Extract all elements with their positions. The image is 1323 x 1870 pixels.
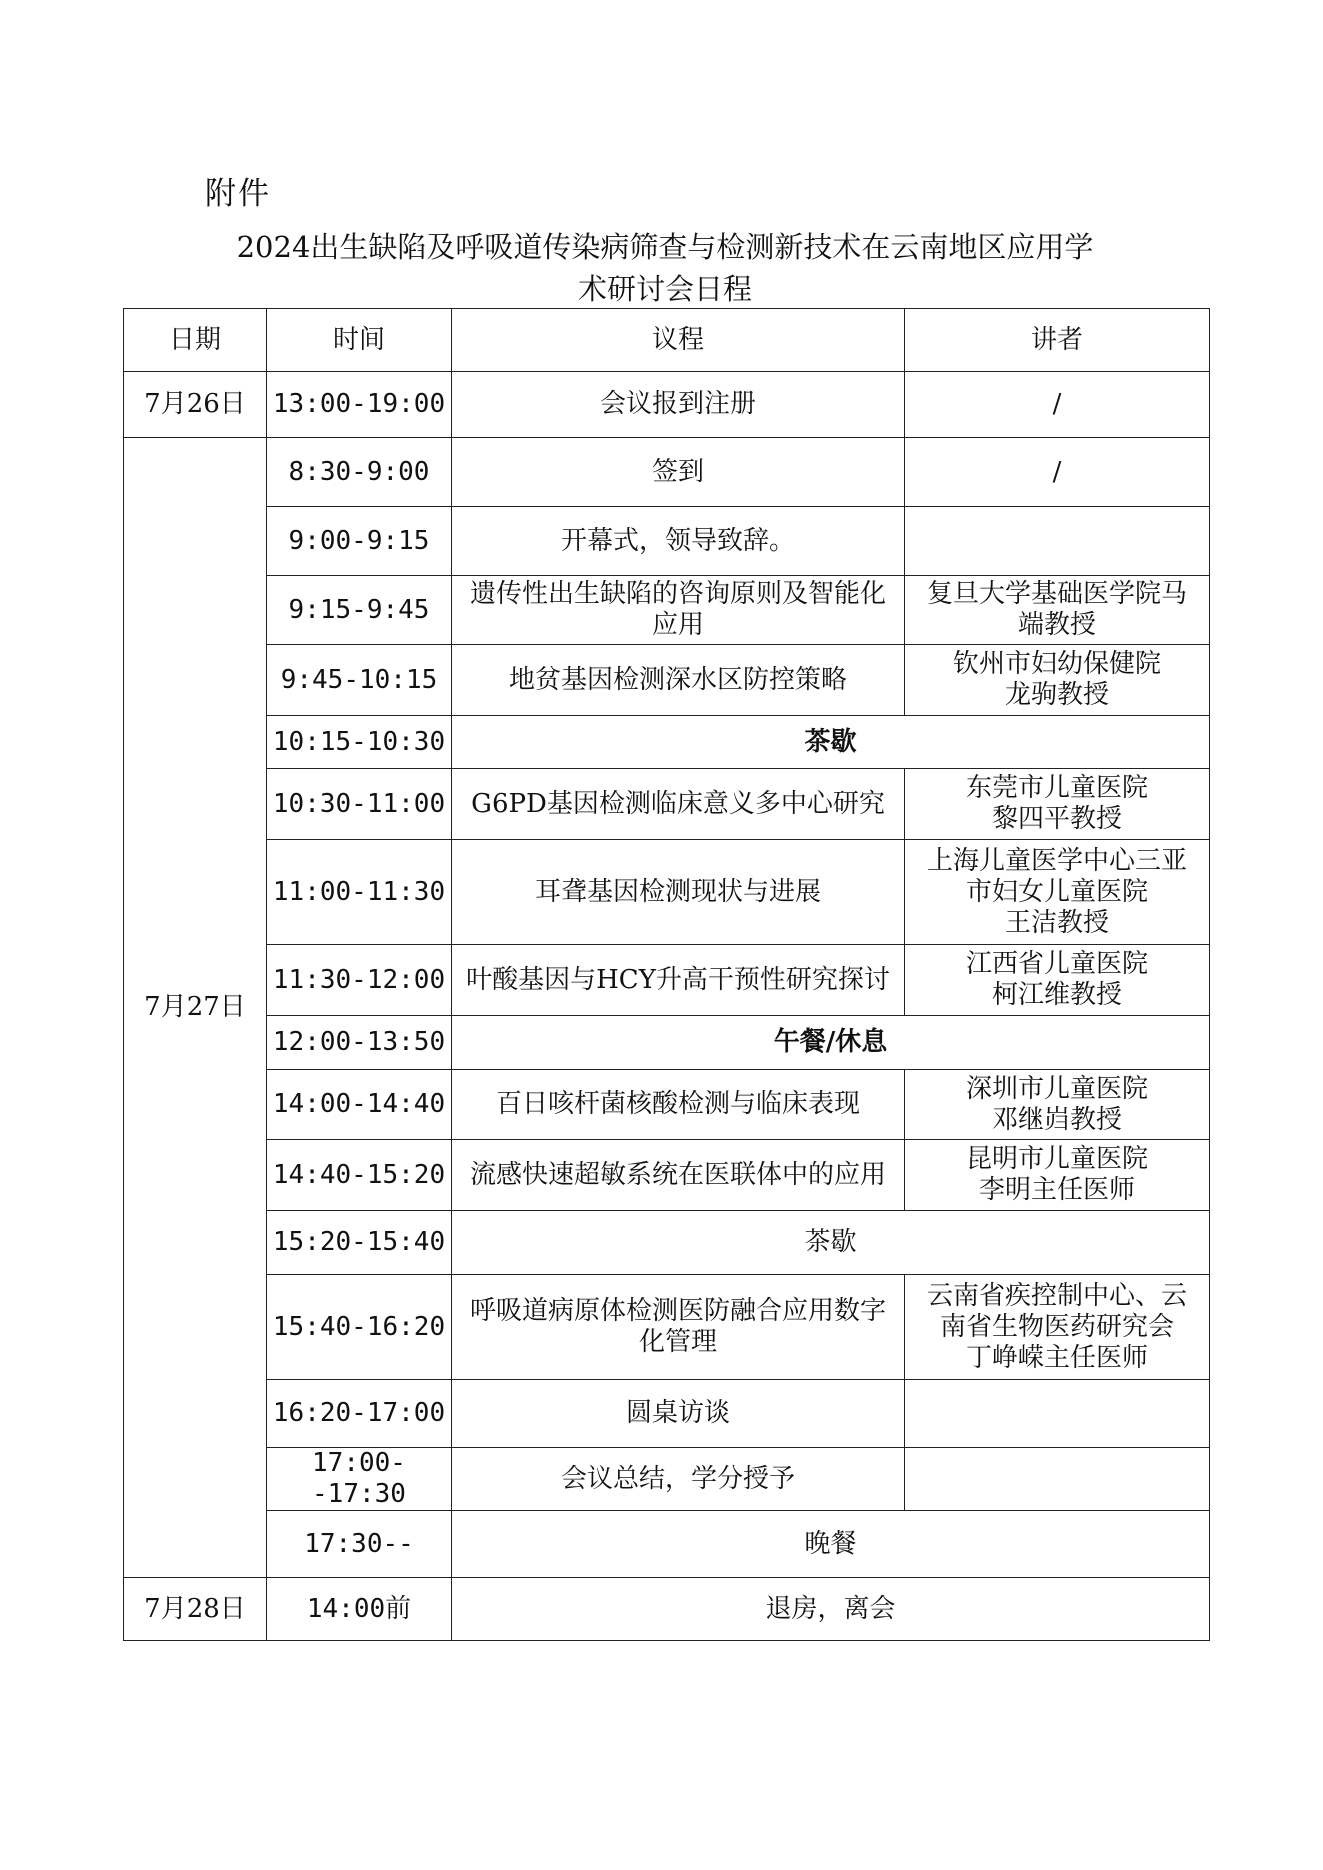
agenda-cell: 地贫基因检测深水区防控策略 [452,645,905,716]
time-cell: 15:40-16:20 [267,1275,452,1380]
speaker-line: 云南省疾控制中心、云 [926,1280,1187,1311]
date-cell: 7月27日 [124,438,267,1578]
break-cell: 晚餐 [452,1511,1210,1578]
header-agenda: 议程 [452,309,905,372]
time-cell: 9:00-9:15 [267,507,452,576]
table-row [124,576,1210,645]
speaker-line: 南省生物医药研究会 [939,1311,1174,1342]
agenda-line: 化管理 [638,1327,717,1357]
time-cell: 13:00-19:00 [267,372,452,438]
agenda-cell: 签到 [452,438,905,507]
speaker-cell [905,769,1210,840]
speaker-cell [905,1070,1210,1140]
table-row [124,1578,1210,1641]
break-cell: 茶歇 [452,716,1210,769]
speaker-line: 上海儿童医学中心三亚 [926,845,1187,876]
title-line-1: 2024出生缺陷及呼吸道传染病筛查与检测新技术在云南地区应用学 [236,230,1094,264]
header-date: 日期 [124,309,267,372]
date-cell: 7月28日 [124,1578,267,1641]
time-cell: 14:40-15:20 [267,1140,452,1211]
speaker-line: 昆明市儿童医院 [965,1144,1148,1174]
speaker-line: 李明主任医师 [978,1175,1135,1205]
table-row [124,1140,1210,1211]
speaker-cell [905,1140,1210,1211]
speaker-line: 王洁教授 [1004,907,1109,938]
time-cell: 11:30-12:00 [267,945,452,1016]
speaker-cell [905,840,1210,945]
agenda-cell: 流感快速超敏系统在医联体中的应用 [452,1140,905,1211]
time-cell: 14:00前 [267,1578,452,1641]
table-row [124,769,1210,840]
speaker-cell [905,645,1210,716]
title-line-2: 术研讨会日程 [577,272,752,306]
time-cell: 14:00-14:40 [267,1070,452,1140]
speaker-line: 柯江维教授 [991,980,1122,1010]
table-row [124,645,1210,716]
table-row [124,840,1210,945]
agenda-cell: 叶酸基因与HCY升高干预性研究探讨 [452,945,905,1016]
table-row [124,372,1210,438]
agenda-cell: 圆桌访谈 [452,1380,905,1448]
break-cell: 退房，离会 [452,1578,1210,1641]
table-row [124,1511,1210,1578]
speaker-line: 复旦大学基础医学院马 [926,579,1187,609]
header-speaker: 讲者 [905,309,1210,372]
speaker-line: 深圳市儿童医院 [965,1073,1148,1104]
agenda-cell: 开幕式，领导致辞。 [452,507,905,576]
speaker-cell: / [905,438,1210,507]
table-row [124,1070,1210,1140]
time-cell: 12:00-13:50 [267,1016,452,1070]
speaker-cell [905,945,1210,1016]
speaker-line: 黎四平教授 [991,804,1122,834]
time-cell: 15:20-15:40 [267,1211,452,1275]
header-time: 时间 [267,309,452,372]
speaker-line: 江西省儿童医院 [965,949,1148,979]
speaker-cell [905,576,1210,645]
speaker-cell [905,1380,1210,1448]
table-row [124,1211,1210,1275]
table-row [124,507,1210,576]
attachment-label: 附件 [205,176,271,212]
time-cell: 10:15-10:30 [267,716,452,769]
table-row [124,1275,1210,1380]
agenda-cell [452,576,905,645]
time-cell: 11:00-11:30 [267,840,452,945]
time-cell: 9:45-10:15 [267,645,452,716]
speaker-cell [905,507,1210,576]
time-cell: 8:30-9:00 [267,438,452,507]
agenda-cell: 会议报到注册 [452,372,905,438]
speaker-line: 市妇女儿童医院 [965,876,1148,907]
speaker-cell: / [905,372,1210,438]
time-cell: 9:15-9:45 [267,576,452,645]
speaker-cell [905,1448,1210,1511]
agenda-cell: 会议总结，学分授予 [452,1448,905,1511]
speaker-line: 东莞市儿童医院 [965,773,1148,803]
speaker-line: 钦州市妇幼保健院 [952,649,1161,679]
table-row [124,1448,1210,1511]
table-row [124,1016,1210,1070]
break-cell: 茶歇 [452,1211,1210,1275]
speaker-cell [905,1275,1210,1380]
agenda-line: 应用 [651,610,704,640]
speaker-line: 端教授 [1017,610,1096,640]
schedule-table [123,308,1210,1641]
table-header-row [124,309,1210,372]
agenda-cell: 耳聋基因检测现状与进展 [452,840,905,945]
speaker-line: 邓继岿教授 [991,1104,1122,1135]
time-cell: 17:30-- [267,1511,452,1578]
agenda-cell: G6PD基因检测临床意义多中心研究 [452,769,905,840]
table-row [124,1380,1210,1448]
table-row [124,438,1210,507]
document-title [190,226,1140,310]
agenda-cell [452,1275,905,1380]
break-cell: 午餐/休息 [452,1016,1210,1070]
agenda-line: 遗传性出生缺陷的咨询原则及智能化 [469,579,886,609]
agenda-cell: 百日咳杆菌核酸检测与临床表现 [452,1070,905,1140]
time-cell: 16:20-17:00 [267,1380,452,1448]
time-cell: 10:30-11:00 [267,769,452,840]
speaker-line: 丁峥嵘主任医师 [965,1342,1148,1373]
table-row [124,716,1210,769]
speaker-line: 龙驹教授 [1004,680,1109,710]
agenda-line: 呼吸道病原体检测医防融合应用数字 [469,1296,886,1326]
table-row [124,945,1210,1016]
time-cell: 17:00--17:30 [267,1448,452,1511]
date-cell: 7月26日 [124,372,267,438]
